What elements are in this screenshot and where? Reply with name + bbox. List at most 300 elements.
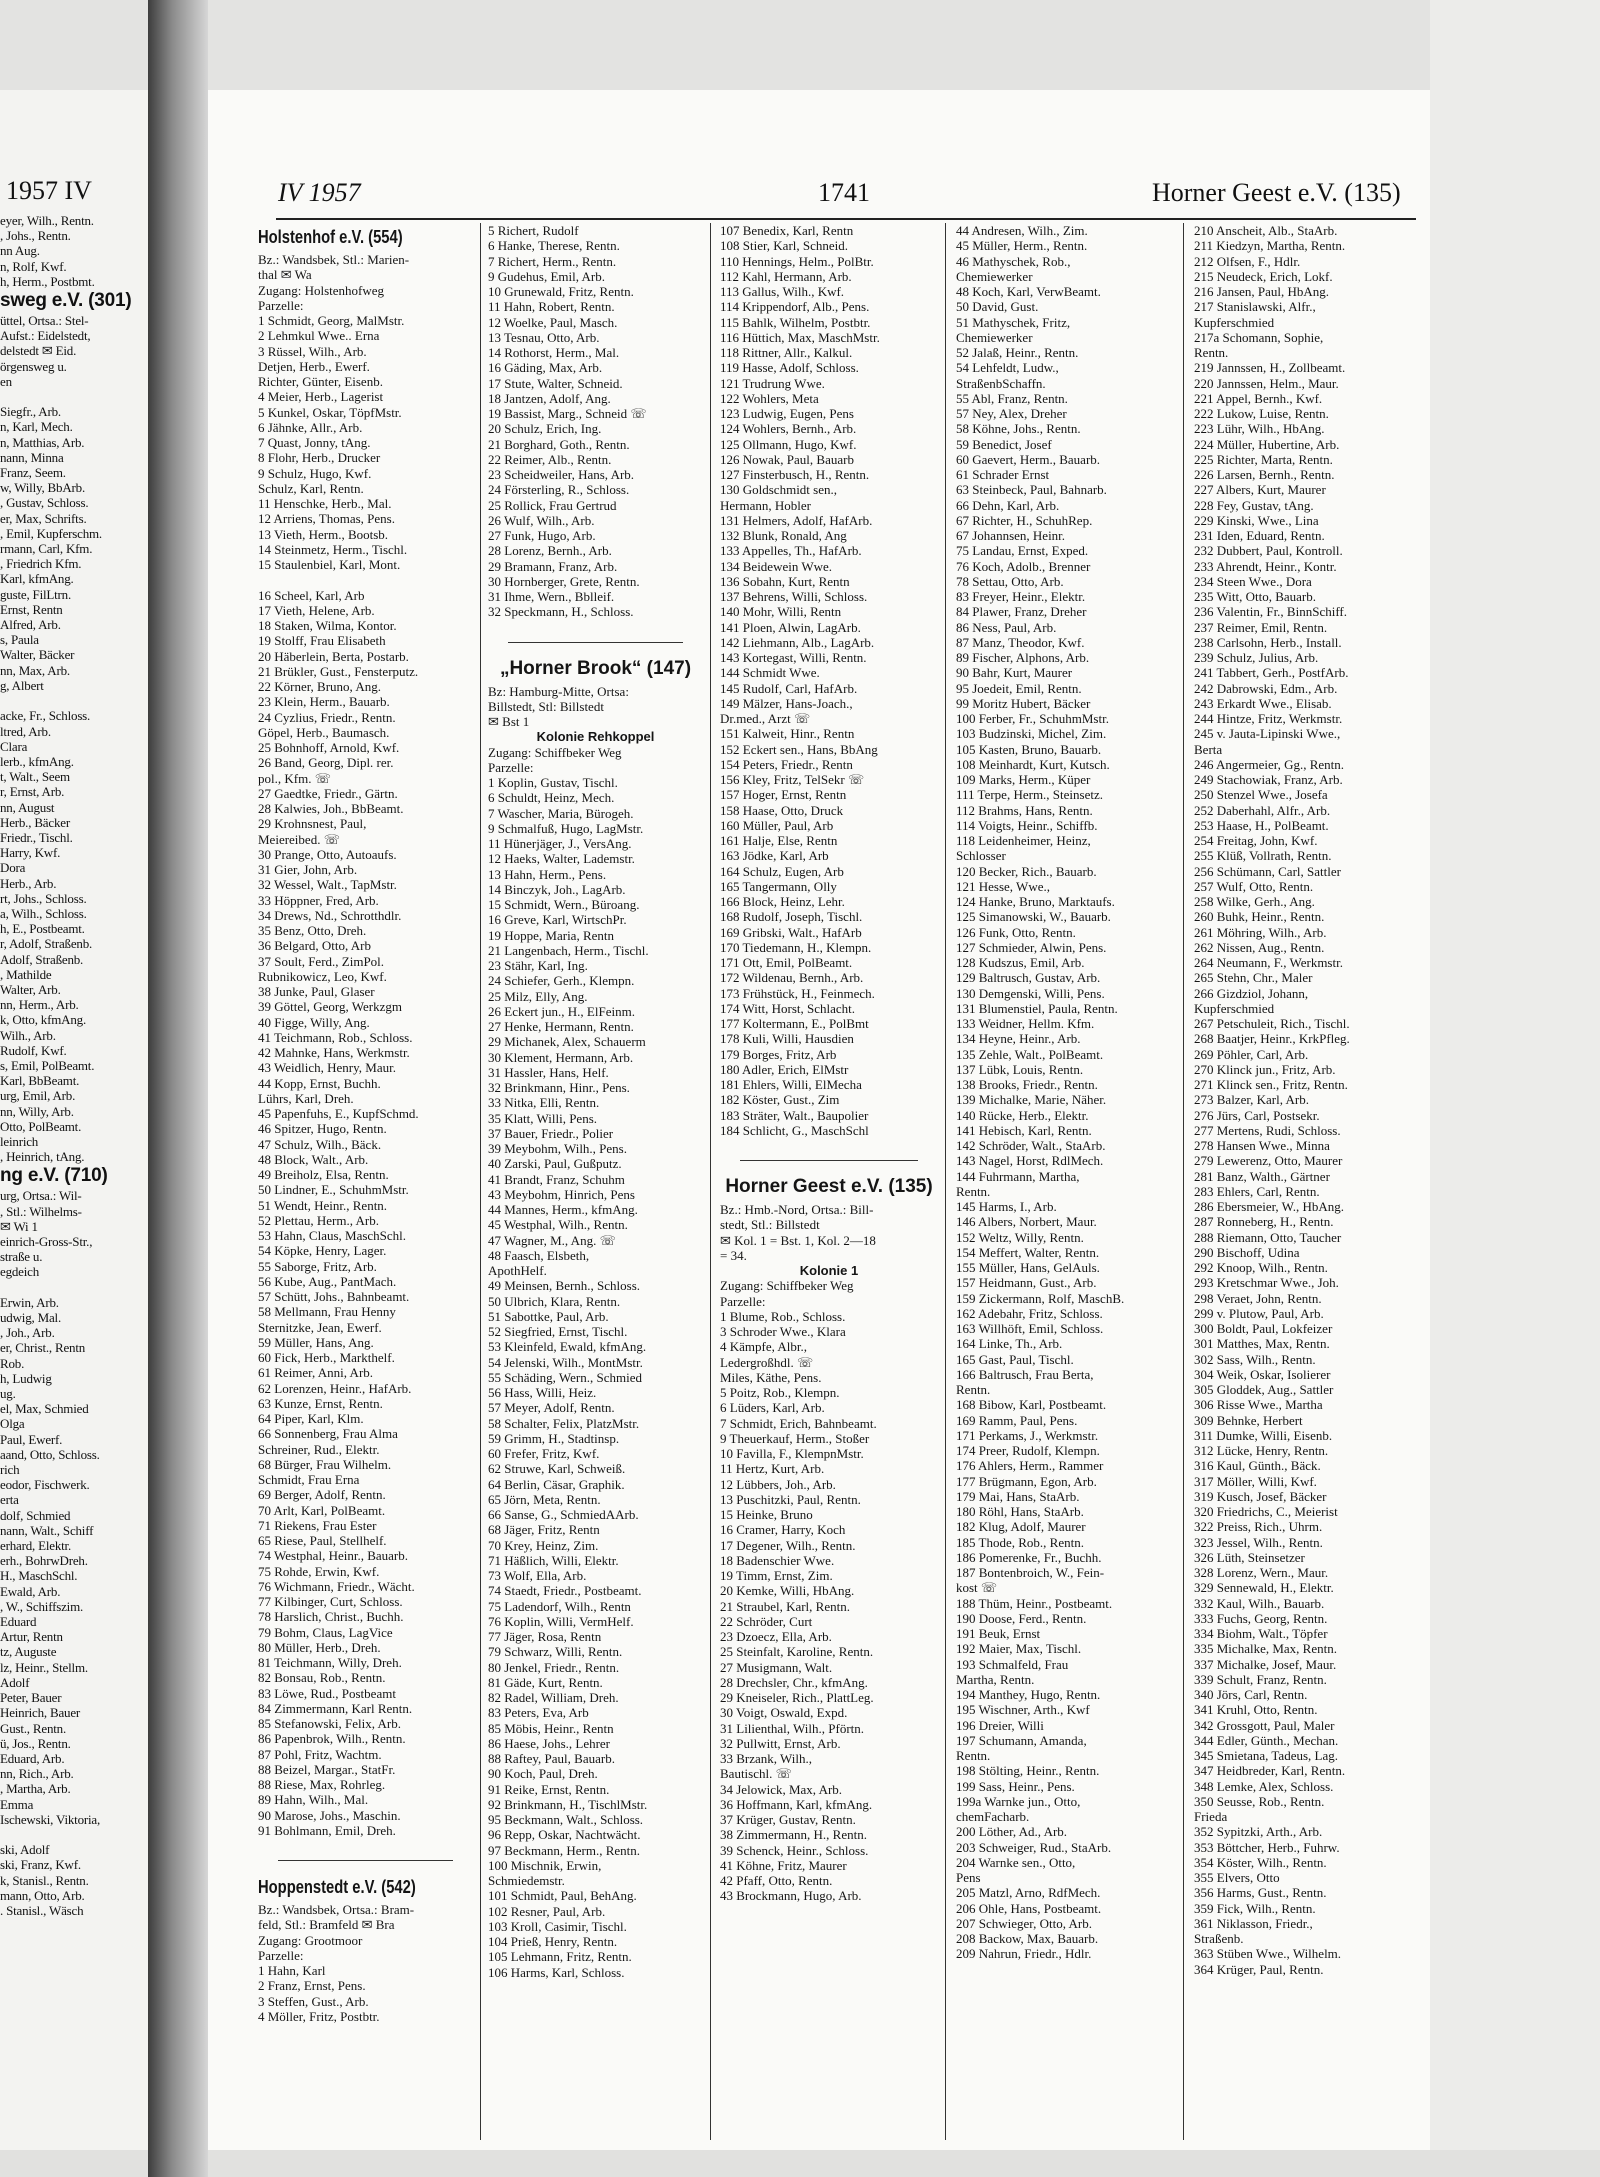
directory-entry: 32 Speckmann, H., Schloss. [488, 604, 634, 620]
directory-entry: nn, Herm., Arb. [0, 997, 79, 1013]
directory-entry: 23 Klein, Herm., Bauarb. [258, 694, 390, 710]
directory-entry: 29 Bramann, Franz, Arb. [488, 558, 618, 574]
directory-entry: 41 Brandt, Franz, Schuhm [488, 1171, 625, 1187]
directory-entry: 152 Eckert sen., Hans, BbAng [720, 741, 878, 757]
directory-entry: StraßenbSchaffn. [956, 375, 1046, 391]
directory-entry: 231 Iden, Eduard, Rentn. [1194, 528, 1325, 543]
directory-entry: 88 Beizel, Margar., StatFr. [258, 1761, 396, 1777]
directory-entry: 37 Soult, Ferd., ZimPol. [258, 953, 385, 969]
directory-entry: 301 Matthes, Max, Rentn. [1194, 1336, 1330, 1352]
directory-entry: 107 Benedix, Karl, Rentn [720, 223, 854, 238]
directory-entry: 58 Schalter, Felix, PlatzMstr. [488, 1415, 640, 1431]
column-divider [480, 223, 481, 2140]
directory-entry: 267 Petschuleit, Rich., Tischl. [1194, 1016, 1350, 1031]
directory-entry: 51 Sabottke, Paul, Arb. [488, 1308, 609, 1324]
directory-entry: 75 Rohde, Erwin, Kwf. [258, 1563, 380, 1579]
directory-entry: 5 Poitz, Rob., Klempn. [720, 1385, 840, 1400]
directory-entry: 154 Meffert, Walter, Rentn. [956, 1244, 1100, 1260]
directory-entry: 22 Reimer, Alb., Rentn. [488, 451, 612, 467]
directory-entry: 103 Kroll, Casimir, Tischl. [488, 1918, 627, 1934]
column-divider [710, 223, 711, 2140]
directory-entry: 29 Kneiseler, Rich., PlattLeg. [720, 1690, 874, 1705]
directory-entry: 50 Ulbrich, Klara, Rentn. [488, 1293, 621, 1309]
directory-entry: 50 David, Gust. [956, 299, 1039, 315]
directory-entry: 75 Landau, Ernst, Exped. [956, 543, 1089, 559]
directory-entry: 180 Röhl, Hans, StaArb. [956, 1504, 1084, 1519]
directory-entry: 124 Hanke, Bruno, Marktaufs. [956, 894, 1115, 909]
directory-entry: 276 Jürs, Carl, Postsekr. [1194, 1107, 1320, 1123]
directory-entry: Erwin, Arb. [0, 1294, 59, 1310]
directory-entry: , W., Schiffszim. [0, 1598, 84, 1614]
directory-entry: 268 Baatjer, Heinr., KrkPfleg. [1194, 1031, 1350, 1047]
directory-entry: , Mathilde [0, 966, 52, 982]
directory-entry: Chemiewerker [956, 268, 1033, 284]
directory-entry: 74 Westphal, Heinr., Bauarb. [258, 1548, 408, 1564]
directory-entry: 15 Schmidt, Wern., Büroang. [488, 897, 640, 912]
directory-entry [0, 1280, 142, 1295]
directory-entry: 135 Zehle, Walt., PolBeamt. [956, 1046, 1104, 1062]
directory-entry: Parzelle: [720, 1293, 766, 1309]
directory-entry: 341 Kruhl, Otto, Rentn. [1194, 1702, 1318, 1718]
directory-entry: 44 Mannes, Herm., kfmAng. [488, 1202, 638, 1217]
directory-entry: Schlosser [956, 848, 1006, 864]
directory-entry: Rentn. [956, 1382, 991, 1397]
directory-entry: Aufst.: Eidelstedt, [0, 328, 91, 344]
directory-entry: 265 Stehn, Chr., Maler [1194, 970, 1313, 986]
directory-entry: 182 Klug, Adolf, Maurer [956, 1519, 1086, 1535]
directory-entry: 21 Brükler, Gust., Fensterputz. [258, 663, 419, 679]
directory-entry: 108 Meinhardt, Kurt, Kutsch. [956, 756, 1110, 772]
directory-entry: 9 Schulz, Hugo, Kwf. [258, 465, 372, 481]
directory-entry: 223 Lühr, Wilh., HbAng. [1194, 421, 1325, 437]
directory-entry: 121 Trudrung Wwe. [720, 375, 825, 391]
directory-entry: 172 Wildenau, Bernh., Arb. [720, 970, 864, 986]
directory-entry: 309 Behnke, Herbert [1194, 1412, 1303, 1428]
directory-entry: Berta [1194, 741, 1223, 757]
directory-entry: 84 Zimmermann, Karl Rentn. [258, 1700, 413, 1716]
directory-entry: 31 Ihme, Wern., Bblleif. [488, 589, 615, 604]
directory-entry: 339 Schult, Franz, Rentn. [1194, 1671, 1327, 1687]
directory-entry: 163 Willhöft, Emil, Schloss. [956, 1321, 1104, 1336]
directory-entry [0, 693, 142, 708]
directory-entry: 164 Linke, Th., Arb. [956, 1336, 1063, 1352]
directory-entry: ski, Franz, Kwf. [0, 1857, 81, 1873]
directory-entry: 46 Spitzer, Hugo, Rentn. [258, 1121, 387, 1137]
directory-entry: ✉ Bst 1 [488, 714, 530, 729]
directory-entry: 11 Henschke, Herb., Mal. [258, 496, 392, 511]
directory-entry: Miles, Käthe, Pens. [720, 1369, 822, 1385]
directory-entry: 126 Funk, Otto, Rentn. [956, 924, 1076, 940]
directory-entry: Rentn. [956, 1748, 991, 1763]
directory-entry: 277 Mertens, Rudi, Schloss. [1194, 1122, 1341, 1138]
directory-entry: 257 Wulf, Otto, Rentn. [1194, 878, 1314, 894]
directory-entry: 288 Riemann, Otto, Taucher [1194, 1229, 1342, 1245]
directory-entry: tz, Auguste [0, 1644, 57, 1660]
directory-column-1 [258, 223, 473, 2024]
directory-entry: 169 Gribski, Walt., HafArb [720, 924, 862, 940]
directory-entry: 92 Brinkmann, H., TischlMstr. [488, 1796, 648, 1812]
directory-entry: Adolf [0, 1674, 30, 1690]
directory-entry: 125 Simanowski, W., Bauarb. [956, 909, 1111, 925]
directory-entry: 5 Richert, Rudolf [488, 223, 579, 238]
directory-entry: udwig, Mal. [0, 1310, 61, 1326]
directory-entry: 87 Manz, Theodor, Kwf. [956, 634, 1085, 650]
directory-entry: 20 Schulz, Erich, Ing. [488, 421, 602, 437]
directory-entry: 146 Albers, Norbert, Maur. [956, 1214, 1097, 1230]
directory-entry: 136 Sobahn, Kurt, Rentn [720, 573, 850, 589]
directory-entry: 24 Försterling, R., Schloss. [488, 482, 630, 498]
directory-entry: h, Herm., Postbmt. [0, 273, 95, 289]
directory-entry: 90 Bahr, Kurt, Maurer [956, 665, 1073, 681]
directory-entry: 76 Koplin, Willi, VermHelf. [488, 1613, 634, 1629]
directory-entry: 252 Daberhahl, Alfr., Arb. [1194, 802, 1331, 818]
directory-entry: Bz.: Wandsbek, Stl.: Marien- [258, 252, 410, 267]
directory-entry: 27 Musigmann, Walt. [720, 1659, 833, 1675]
directory-entry: 66 Sanse, G., SchmiedAArb. [488, 1507, 639, 1522]
directory-entry: 217 Stanislawski, Alfr., [1194, 299, 1316, 315]
directory-entry: 207 Schwieger, Otto, Arb. [956, 1915, 1092, 1931]
directory-entry: Siegfr., Arb. [0, 404, 61, 420]
directory-entry: 198 Stölting, Heinr., Rentn. [956, 1763, 1100, 1779]
directory-entry: leinrich [0, 1133, 39, 1149]
directory-entry: Bz: Hamburg-Mitte, Ortsa: [488, 683, 629, 699]
directory-entry: 73 Wolf, Ella, Arb. [488, 1568, 587, 1583]
directory-entry: , Gustav, Schloss. [0, 495, 89, 511]
directory-entry: 168 Bibow, Karl, Postbeamt. [956, 1397, 1107, 1413]
directory-entry: 129 Baltrusch, Gustav, Arb. [956, 970, 1101, 986]
directory-entry: 243 Erkardt Wwe., Elisab. [1194, 695, 1332, 711]
directory-entry: 40 Zarski, Paul, Gußputz. [488, 1156, 622, 1172]
directory-entry: Rudolf, Kwf. [0, 1042, 67, 1058]
directory-entry: , Stl.: Wilhelms- [0, 1203, 82, 1219]
directory-entry: Clara [0, 738, 28, 754]
directory-entry: 86 Papenbrok, Wilh., Rentn. [258, 1731, 406, 1747]
directory-entry [258, 572, 473, 587]
directory-entry: 328 Lorenz, Wern., Maur. [1194, 1565, 1329, 1580]
directory-entry: 169 Ramm, Paul, Pens. [956, 1412, 1078, 1428]
directory-entry: 45 Müller, Herm., Rentn. [956, 238, 1088, 254]
directory-entry: 44 Andresen, Wilh., Zim. [956, 223, 1088, 238]
directory-entry: 125 Ollmann, Hugo, Kwf. [720, 436, 857, 452]
directory-entry: 52 Plettau, Herm., Arb. [258, 1212, 379, 1228]
directory-entry: 174 Witt, Horst, Schlacht. [720, 1000, 856, 1016]
directory-entry: 287 Ronneberg, H., Rentn. [1194, 1214, 1334, 1230]
directory-entry: 25 Milz, Elly, Ang. [488, 988, 588, 1004]
directory-entry: 27 Henke, Hermann, Rentn. [488, 1019, 634, 1034]
directory-entry: 114 Voigts, Heinr., Schiffb. [956, 817, 1098, 833]
previous-page-header: 1957 IV [6, 176, 92, 205]
directory-entry: 256 Schümann, Carl, Sattler [1194, 863, 1341, 879]
directory-entry: 212 Olfsen, F., Hdlr. [1194, 253, 1301, 269]
directory-entry: 170 Tiedemann, H., Klempn. [720, 939, 872, 955]
directory-entry: 208 Backow, Max, Bauarb. [956, 1931, 1099, 1946]
directory-entry: 345 Smietana, Tadeus, Lag. [1194, 1748, 1338, 1763]
directory-entry: 18 Jantzen, Adolf, Ang. [488, 390, 611, 406]
directory-entry: 112 Brahms, Hans, Rentn. [956, 802, 1093, 818]
directory-entry: 123 Ludwig, Eugen, Pens [720, 406, 854, 421]
page-number: 1741 [818, 178, 870, 207]
directory-entry: Parzelle: [258, 297, 304, 313]
directory-entry: 3 Rüssel, Wilh., Arb. [258, 343, 367, 359]
directory-entry: einrich-Gross-Str., [0, 1234, 93, 1249]
directory-entry: 306 Risse Wwe., Martha [1194, 1397, 1323, 1413]
directory-entry: 70 Arlt, Karl, PolBeamt. [258, 1502, 386, 1518]
directory-entry: 76 Wichmann, Friedr., Wächt. [258, 1578, 415, 1594]
directory-entry: 83 Peters, Eva, Arb [488, 1705, 589, 1721]
directory-entry: 143 Nagel, Horst, RdlMech. [956, 1153, 1104, 1169]
directory-entry: 1 Blume, Rob., Schloss. [720, 1308, 846, 1324]
directory-entry: 2 Lehmkul Wwe.. Erna [258, 328, 380, 344]
directory-entry: 196 Dreier, Willi [956, 1717, 1044, 1733]
directory-entry: 237 Reimer, Emil, Rentn. [1194, 619, 1328, 635]
directory-entry: 71 Häßlich, Willi, Elektr. [488, 1552, 619, 1568]
directory-column-5 [1194, 223, 1414, 1977]
directory-entry: 322 Preiss, Rich., Uhrm. [1194, 1519, 1323, 1535]
directory-entry: delstedt ✉ Eid. [0, 343, 77, 359]
directory-entry: , Heinrich, tAng. [0, 1149, 85, 1165]
scan-top-margin [0, 0, 1600, 90]
directory-entry: 1 Koplin, Gustav, Tischl. [488, 775, 618, 790]
directory-entry: 83 Löwe, Rud., Postbeamt [258, 1685, 396, 1701]
column-divider [1183, 223, 1184, 2140]
scan-right-margin [1430, 0, 1600, 2177]
directory-entry: 66 Dehn, Karl, Arb. [956, 497, 1060, 513]
directory-entry: Kupferschmied [1194, 1000, 1275, 1016]
directory-entry: 337 Michalke, Josef, Maur. [1194, 1656, 1337, 1672]
directory-entry: 82 Radel, William, Dreh. [488, 1690, 619, 1705]
directory-entry: Friedr., Tischl. [0, 829, 73, 845]
directory-entry: 32 Pullwitt, Ernst, Arb. [720, 1735, 841, 1751]
directory-entry: 61 Reimer, Anni, Arb. [258, 1365, 374, 1381]
directory-entry: 39 Meybohm, Wilh., Pens. [488, 1141, 627, 1156]
directory-entry: 177 Brügmann, Egon, Arb. [956, 1473, 1097, 1489]
directory-entry: nann, Walt., Schiff [0, 1522, 94, 1538]
directory-entry: 13 Vieth, Herm., Bootsb. [258, 526, 389, 542]
directory-entry: 205 Matzl, Arno, RdfMech. [956, 1885, 1101, 1901]
directory-entry: 38 Junke, Paul, Glaser [258, 984, 375, 999]
directory-entry: 11 Hünerjäger, J., VersAng. [488, 836, 632, 851]
directory-entry: 19 Timm, Ernst, Zim. [720, 1568, 833, 1583]
directory-entry: 21 Straubel, Karl, Rentn. [720, 1598, 850, 1614]
directory-entry: 166 Baltrusch, Frau Berta, [956, 1366, 1094, 1382]
directory-entry: 165 Tangermann, Olly [720, 878, 837, 894]
directory-entry: Franz, Seem. [0, 465, 66, 481]
directory-entry: 51 Wendt, Heinr., Rentn. [258, 1197, 388, 1213]
directory-entry: 305 Gloddek, Aug., Sattler [1194, 1382, 1334, 1397]
directory-entry: lz, Heinr., Stellm. [0, 1659, 88, 1675]
directory-entry: 10 Favilla, F., KlempnMstr. [720, 1446, 864, 1461]
directory-entry: 57 Meyer, Adolf, Rentn. [488, 1400, 615, 1416]
directory-entry: 49 Breiholz, Elsa, Rentn. [258, 1167, 389, 1182]
directory-entry: 9 Theuerkauf, Herm., Stoßer [720, 1430, 870, 1446]
directory-entry: 258 Wilke, Gerh., Ang. [1194, 894, 1315, 909]
directory-entry: 233 Ahrendt, Heinr., Kontr. [1194, 558, 1337, 574]
directory-entry: 262 Nissen, Aug., Rentn. [1194, 939, 1325, 955]
directory-entry: Hermann, Hobler [720, 497, 811, 513]
directory-entry: 347 Heidbreder, Karl, Rentn. [1194, 1763, 1346, 1779]
section-separator [740, 1138, 918, 1161]
directory-entry: Rentn. [956, 1183, 991, 1199]
directory-column-3 [720, 223, 938, 1904]
directory-entry: = 34. [720, 1247, 747, 1263]
directory-entry: 37 Bauer, Friedr., Polier [488, 1125, 614, 1141]
directory-entry: 51 Mathyschek, Fritz, [956, 314, 1071, 330]
directory-entry: 1 Hahn, Karl [258, 1963, 326, 1978]
directory-entry: 354 Köster, Wilh., Rentn. [1194, 1854, 1327, 1870]
directory-entry: 174 Preer, Rudolf, Klempn. [956, 1443, 1100, 1458]
directory-entry: 33 Höppner, Fred, Arb. [258, 892, 379, 908]
directory-entry: 22 Körner, Bruno, Ang. [258, 679, 381, 694]
directory-entry: 229 Kinski, Wwe., Lina [1194, 512, 1319, 528]
directory-entry: 197 Schumann, Amanda, [956, 1732, 1087, 1748]
directory-entry: 355 Elvers, Otto [1194, 1870, 1280, 1885]
directory-entry: 159 Zickermann, Rolf, MaschB. [956, 1290, 1125, 1306]
directory-entry: 86 Haese, Johs., Lehrer [488, 1735, 611, 1751]
directory-entry: 15 Staulenbiel, Karl, Mont. [258, 557, 401, 572]
directory-entry: thal ✉ Wa [258, 267, 312, 283]
directory-entry: 25 Bohnhoff, Arnold, Kwf. [258, 740, 400, 755]
directory-entry: 38 Zimmermann, H., Rentn. [720, 1827, 867, 1843]
directory-entry: 55 Abl, Franz, Rentn. [956, 390, 1068, 406]
directory-entry: 283 Ehlers, Carl, Rentn. [1194, 1183, 1320, 1199]
directory-entry: 47 Wagner, M., Ang. ☏ [488, 1232, 616, 1248]
directory-entry: 13 Tesnau, Otto, Arb. [488, 329, 600, 345]
directory-entry: 186 Pomerenke, Fr., Buchh. [956, 1549, 1102, 1565]
directory-entry: 19 Stolff, Frau Elisabeth [258, 633, 386, 649]
colony-heading: Kolonie 1 [799, 1263, 859, 1278]
directory-entry: acke, Fr., Schloss. [0, 708, 91, 724]
directory-entry: Schreiner, Rud., Elektr. [258, 1441, 380, 1457]
directory-entry: 187 Bontenbroich, W., Fein- [956, 1565, 1105, 1580]
directory-entry: Billstedt, Stl: Billstedt [488, 698, 604, 714]
directory-entry: Zugang: Holstenhofweg [258, 282, 385, 298]
directory-entry: 185 Thode, Rob., Rentn. [956, 1534, 1084, 1550]
directory-entry: 39 Göttel, Georg, Werkzgm [258, 999, 402, 1015]
section-separator [278, 1838, 453, 1861]
directory-entry: 326 Lüth, Steinsetzer [1194, 1549, 1305, 1565]
directory-entry: 7 Richert, Herm., Rentn. [488, 253, 617, 269]
directory-entry: 145 Harms, I., Arb. [956, 1199, 1057, 1214]
directory-entry: 299 v. Plutow, Paul, Arb. [1194, 1305, 1324, 1321]
directory-entry: 217a Schomann, Sophie, [1194, 329, 1324, 345]
directory-entry: 142 Schröder, Walt., StaArb. [956, 1138, 1106, 1153]
directory-entry: 144 Schmidt Wwe. [720, 665, 820, 681]
directory-entry: 193 Schmalfeld, Frau [956, 1656, 1069, 1672]
directory-entry: nn, Max, Arb. [0, 662, 70, 678]
directory-entry: 102 Resner, Paul, Arb. [488, 1903, 606, 1919]
directory-entry: Artur, Rentn [0, 1629, 63, 1645]
directory-entry: ✉ Wi 1 [0, 1218, 38, 1234]
directory-entry: 27 Gaedtke, Friedr., Gärtn. [258, 785, 398, 801]
directory-entry: 62 Lorenzen, Heinr., HafArb. [258, 1380, 412, 1396]
directory-entry: k, Stanisl., Rentn. [0, 1872, 89, 1888]
directory-entry: 200 Löther, Ad., Arb. [956, 1824, 1068, 1840]
directory-entry: 236 Valentin, Fr., BinnSchiff. [1194, 604, 1347, 620]
directory-entry: 114 Krippendorf, Alb., Pens. [720, 299, 870, 315]
directory-entry: 11 Hertz, Kurt, Arb. [720, 1461, 825, 1477]
directory-entry: ug. [0, 1386, 16, 1402]
directory-entry: Bautischl. ☏ [720, 1766, 792, 1782]
directory-entry: 18 Badenschier Wwe. [720, 1552, 835, 1568]
page-header-section: Horner Geest e.V. (135) [1152, 178, 1401, 207]
directory-entry: kost ☏ [956, 1580, 998, 1596]
directory-entry: , Emil, Kupferschm. [0, 525, 102, 541]
directory-entry: 133 Weidner, Hellm. Kfm. [956, 1016, 1095, 1031]
directory-entry: Ischewski, Viktoria, [0, 1811, 101, 1827]
directory-entry: 222 Lukow, Luise, Rentn. [1194, 406, 1329, 421]
directory-entry: 281 Banz, Walth., Gärtner [1194, 1168, 1330, 1184]
directory-entry: 88 Raftey, Paul, Bauarb. [488, 1751, 615, 1766]
directory-entry: 39 Schenck, Heinr., Schloss. [720, 1842, 869, 1858]
directory-entry: 66 Sonnenberg, Frau Alma [258, 1426, 398, 1442]
directory-entry: 87 Pohl, Fritz, Wachtm. [258, 1746, 382, 1762]
directory-entry: ltred, Arb. [0, 723, 51, 739]
directory-entry: rmann, Carl, Kfm. [0, 541, 93, 557]
directory-entry: 109 Marks, Herm., Küper [956, 772, 1091, 787]
directory-entry: Karl, kfmAng. [0, 571, 74, 587]
directory-entry: 95 Beckmann, Walt., Schloss. [488, 1812, 644, 1827]
directory-entry: 4 Möller, Fritz, Postbtr. [258, 2008, 380, 2024]
directory-entry: 12 Arriens, Thomas, Pens. [258, 511, 395, 527]
directory-entry: Rubnikowicz, Leo, Kwf. [258, 968, 387, 984]
directory-entry: r, Adolf, Straßenb. [0, 936, 93, 952]
directory-entry: 180 Adler, Erich, ElMstr [720, 1061, 849, 1077]
directory-entry: Lührs, Karl, Dreh. [258, 1090, 354, 1106]
directory-entry: 48 Block, Walt., Arb. [258, 1151, 369, 1167]
directory-entry: pol., Kfm. ☏ [258, 770, 331, 786]
directory-entry: Emma [0, 1796, 34, 1812]
directory-entry: 206 Ohle, Hans, Postbeamt. [956, 1900, 1102, 1916]
directory-entry: 60 Fick, Herb., Markthelf. [258, 1350, 395, 1365]
directory-entry: nn, August [0, 799, 55, 815]
directory-entry: 36 Hoffmann, Karl, kfmAng. [720, 1796, 873, 1812]
directory-entry: 88 Riese, Max, Rohrleg. [258, 1777, 386, 1792]
directory-entry: Zugang: Grootmoor [258, 1932, 363, 1948]
directory-entry: 270 Klinck jun., Fritz, Arb. [1194, 1061, 1336, 1077]
directory-entry: 311 Dumke, Willi, Eisenb. [1194, 1427, 1333, 1443]
directory-entry: urg, Ortsa.: Wil- [0, 1188, 82, 1204]
directory-entry: 15 Heinke, Bruno [720, 1507, 813, 1522]
directory-entry: 64 Berlin, Cäsar, Graphik. [488, 1476, 625, 1492]
directory-entry: 271 Klinck sen., Fritz, Rentn. [1194, 1077, 1348, 1092]
directory-entry: 152 Weltz, Willy, Rentn. [956, 1229, 1084, 1245]
directory-entry: 105 Kasten, Bruno, Bauarb. [956, 741, 1102, 757]
directory-entry: 191 Beuk, Ernst [956, 1626, 1041, 1641]
directory-entry: 36 Belgard, Otto, Arb [258, 938, 372, 954]
directory-entry: Zugang: Schiffbeker Weg [720, 1278, 854, 1294]
directory-entry: 10 Grunewald, Fritz, Rentn. [488, 284, 634, 299]
directory-entry: 26 Wulf, Wilh., Arb. [488, 512, 595, 528]
directory-entry: 361 Niklasson, Friedr., [1194, 1915, 1313, 1931]
directory-entry: 255 Klüß, Vollrath, Rentn. [1194, 848, 1332, 864]
directory-entry: 264 Neumann, F., Werkmstr. [1194, 955, 1343, 970]
directory-entry: 80 Müller, Herb., Dreh. [258, 1639, 381, 1655]
directory-entry: 110 Hennings, Helm., PolBtr. [720, 253, 874, 269]
directory-entry: 86 Ness, Paul, Arb. [956, 619, 1057, 635]
directory-entry: er, Max, Schrifts. [0, 510, 87, 526]
directory-entry: 332 Kaul, Wilh., Bauarb. [1194, 1595, 1325, 1611]
directory-entry: 302 Sass, Wilh., Rentn. [1194, 1351, 1316, 1367]
directory-entry: 204 Warnke sen., Otto, [956, 1854, 1076, 1870]
directory-entry: 232 Dubbert, Paul, Kontroll. [1194, 543, 1343, 559]
directory-entry: nn Aug. [0, 243, 40, 259]
directory-entry: 30 Voigt, Oswald, Expd. [720, 1705, 848, 1721]
directory-entry: 6 Hanke, Therese, Rentn. [488, 238, 620, 254]
directory-entry: 68 Jäger, Fritz, Rentn [488, 1522, 600, 1538]
directory-entry: Bz.: Wandsbek, Ortsa.: Bram- [258, 1902, 415, 1917]
directory-entry: 13 Puschitzki, Paul, Rentn. [720, 1491, 861, 1507]
directory-entry: 292 Knoop, Wilh., Rentn. [1194, 1260, 1328, 1275]
